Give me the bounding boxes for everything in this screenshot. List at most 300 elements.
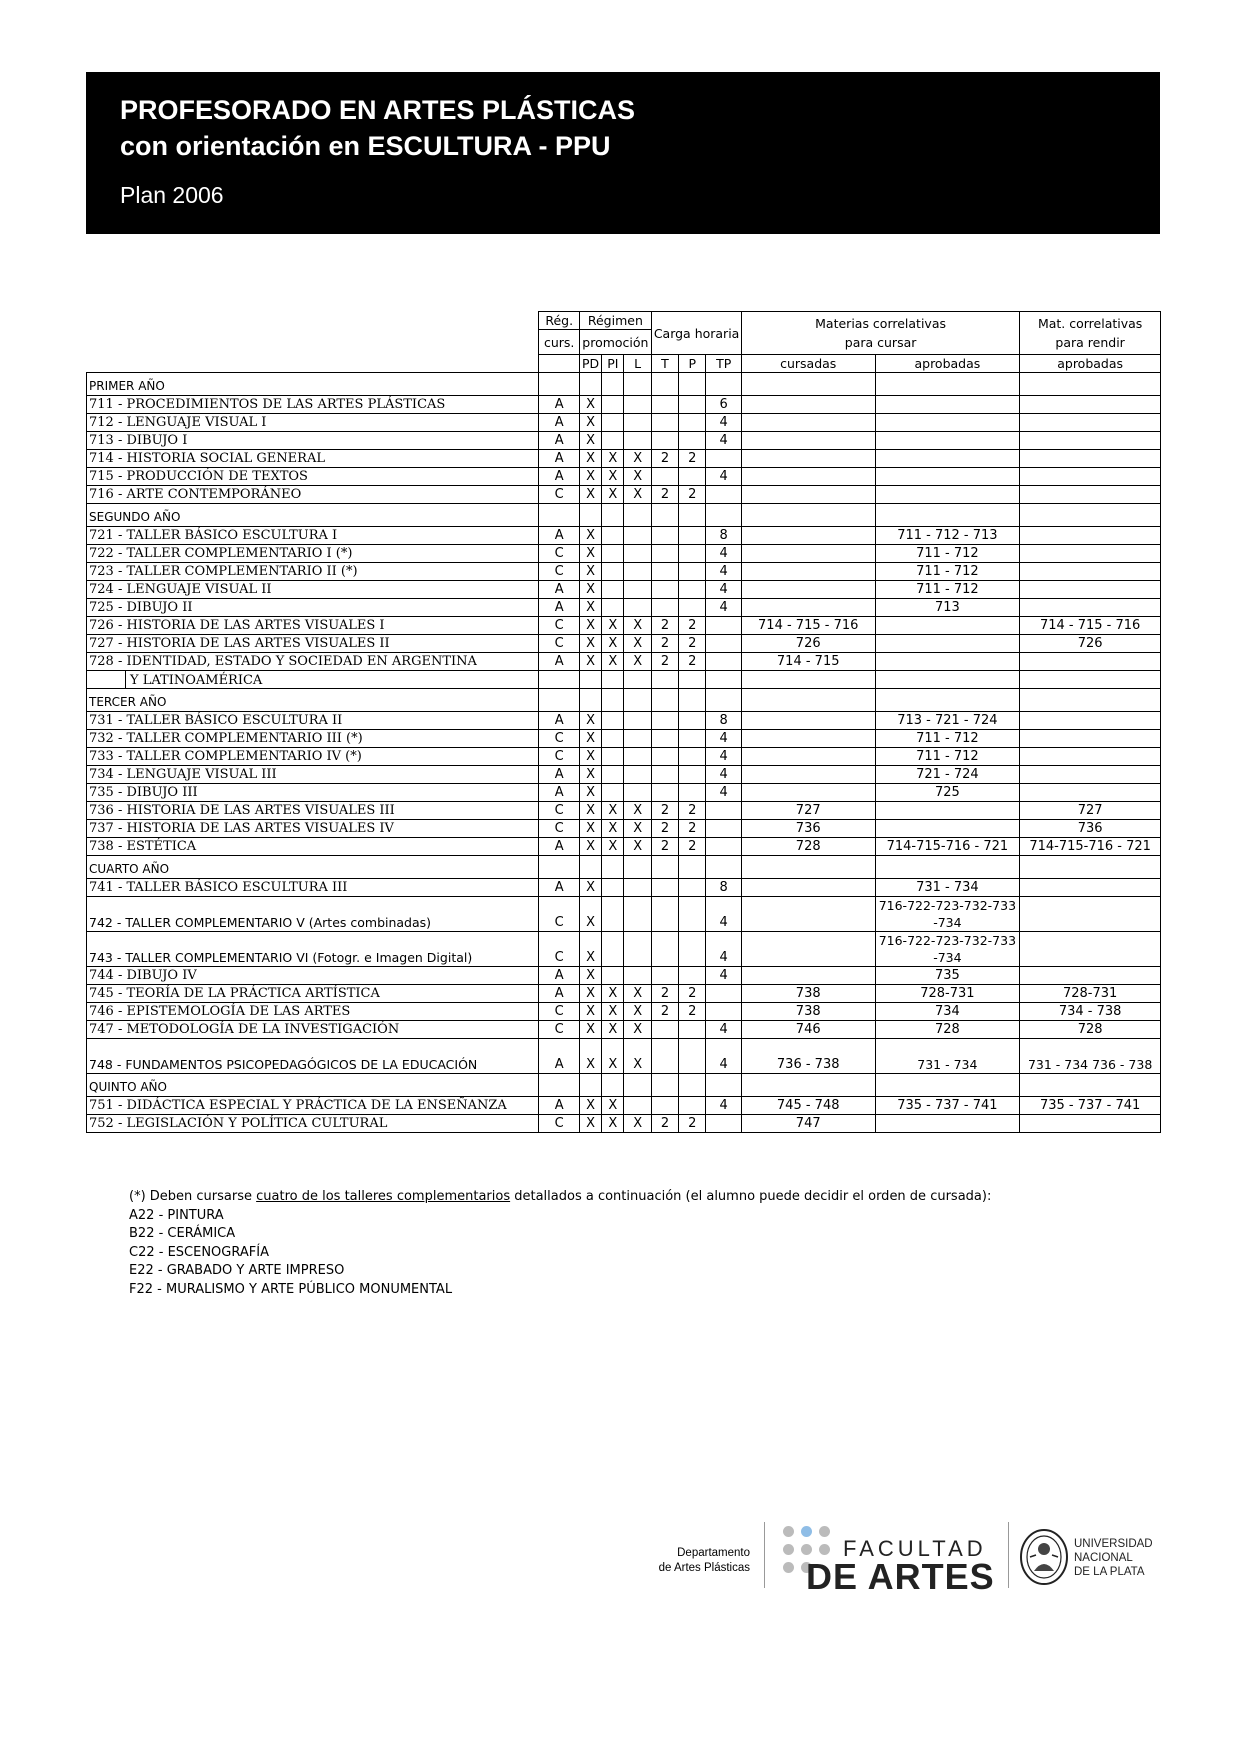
cell-rendir xyxy=(1020,527,1161,545)
footnote-intro-underlined: cuatro de los talleres complementarios xyxy=(256,1189,511,1204)
cell-aprobadas: 728-731 xyxy=(875,985,1020,1003)
regimen-header-bottom: promoción xyxy=(579,330,651,355)
cell-cursadas xyxy=(741,545,875,563)
cell-aprobadas: 725 xyxy=(875,784,1020,802)
workshop-option: E22 - GRABADO Y ARTE IMPRESO xyxy=(129,1263,345,1278)
section-row xyxy=(87,1074,1161,1097)
cell-aprobadas xyxy=(875,617,1020,635)
cell-reg: A xyxy=(539,967,579,985)
cell-pi xyxy=(602,967,624,985)
cell-p: 2 xyxy=(679,820,706,838)
cell-pi xyxy=(602,545,624,563)
study-plan-body xyxy=(87,373,1161,1133)
cell-rendir xyxy=(1020,766,1161,784)
cell-cursadas: 745 - 748 xyxy=(741,1097,875,1115)
correlativas-rendir-header xyxy=(1020,312,1161,355)
table-row xyxy=(87,985,1161,1003)
cell-rendir xyxy=(1020,581,1161,599)
cell-cursadas: 738 xyxy=(741,1003,875,1021)
footnote-intro-text: (*) Deben cursarse xyxy=(129,1189,257,1204)
cell-cursadas xyxy=(741,599,875,617)
cell-rendir: 734 - 738 xyxy=(1020,1003,1161,1021)
subject-name: 731 - TALLER BÁSICO ESCULTURA II xyxy=(87,712,539,730)
cell-cursadas xyxy=(741,450,875,468)
study-plan-table xyxy=(86,311,1161,1133)
cell-l xyxy=(624,967,651,985)
cell-p xyxy=(679,1097,706,1115)
cell-pd: X xyxy=(579,450,601,468)
table-row xyxy=(87,581,1161,599)
cell-cursadas xyxy=(741,468,875,486)
cell-tp xyxy=(706,671,741,689)
cell-rendir xyxy=(1020,671,1161,689)
subject-name: 741 - TALLER BÁSICO ESCULTURA III xyxy=(87,879,539,897)
cell-reg: A xyxy=(539,712,579,730)
workshop-option: F22 - MURALISMO Y ARTE PÚBLICO MONUMENTAL xyxy=(129,1281,453,1297)
cell-pi: X xyxy=(602,985,624,1003)
cell-t xyxy=(651,527,678,545)
cell-l xyxy=(624,784,651,802)
subject-name: 724 - LENGUAJE VISUAL II xyxy=(87,581,539,599)
subject-name: 715 - PRODUCCIÓN DE TEXTOS xyxy=(87,468,539,486)
subject-name: 726 - HISTORIA DE LAS ARTES VISUALES I xyxy=(87,617,539,635)
cell-l xyxy=(624,766,651,784)
cell-aprobadas: 721 - 724 xyxy=(875,766,1020,784)
subject-name: 735 - DIBUJO III xyxy=(87,784,539,802)
cell-cursadas xyxy=(741,932,875,967)
cell-aprobadas: 731 - 734 xyxy=(875,1039,1020,1074)
cell-reg: C xyxy=(539,802,579,820)
cell-pd: X xyxy=(579,527,601,545)
cell-reg: A xyxy=(539,432,579,450)
col-tp: TP xyxy=(706,355,741,373)
cell-pi xyxy=(602,563,624,581)
table-row xyxy=(87,932,1161,967)
cell-aprobadas xyxy=(875,414,1020,432)
cell-rendir xyxy=(1020,897,1161,932)
table-row xyxy=(87,1003,1161,1021)
footnote-intro xyxy=(129,1188,991,1207)
cell-cursadas: 726 xyxy=(741,635,875,653)
cell-aprobadas: 711 - 712 xyxy=(875,730,1020,748)
section-row xyxy=(87,856,1161,879)
cell-pd xyxy=(579,671,601,689)
cell-cursadas: 736 - 738 xyxy=(741,1039,875,1074)
cell-reg: C xyxy=(539,820,579,838)
cell-p xyxy=(679,766,706,784)
cell-rendir: 736 xyxy=(1020,820,1161,838)
cell-pi xyxy=(602,748,624,766)
subject-name: 743 - TALLER COMPLEMENTARIO VI (Fotogr. e Imagen Digital) xyxy=(87,932,539,967)
cell-t: 2 xyxy=(651,635,678,653)
subject-name: 745 - TEORÍA DE LA PRÁCTICA ARTÍSTICA xyxy=(87,985,539,1003)
cell-rendir: 731 - 734 736 - 738 xyxy=(1020,1039,1161,1074)
cell-rendir xyxy=(1020,748,1161,766)
cell-pd: X xyxy=(579,748,601,766)
footnote-intro-end: detallados a continuación (el alumno puede decidir el orden de cursada): xyxy=(510,1189,992,1204)
cell-tp: 4 xyxy=(706,932,741,967)
cell-reg: C xyxy=(539,932,579,967)
cell-l xyxy=(624,396,651,414)
subject-name: 716 - ARTE CONTEMPORÁNEO xyxy=(87,486,539,504)
cell-pd: X xyxy=(579,820,601,838)
cell-rendir xyxy=(1020,599,1161,617)
cell-aprobadas xyxy=(875,635,1020,653)
cell-l: X xyxy=(624,985,651,1003)
subject-name: 725 - DIBUJO II xyxy=(87,599,539,617)
subject-name xyxy=(87,671,539,689)
subject-name: 722 - TALLER COMPLEMENTARIO I (*) xyxy=(87,545,539,563)
cell-l xyxy=(624,599,651,617)
cell-pi xyxy=(602,414,624,432)
cell-aprobadas xyxy=(875,396,1020,414)
subject-name: 733 - TALLER COMPLEMENTARIO IV (*) xyxy=(87,748,539,766)
cell-cursadas: 738 xyxy=(741,985,875,1003)
cell-p xyxy=(679,527,706,545)
cell-reg: A xyxy=(539,396,579,414)
cell-p: 2 xyxy=(679,617,706,635)
cell-p xyxy=(679,396,706,414)
cell-aprobadas xyxy=(875,653,1020,671)
cell-pi xyxy=(602,581,624,599)
cell-aprobadas: 728 xyxy=(875,1021,1020,1039)
cell-aprobadas xyxy=(875,820,1020,838)
table-row xyxy=(87,599,1161,617)
cell-tp xyxy=(706,617,741,635)
cell-tp xyxy=(706,486,741,504)
table-row xyxy=(87,545,1161,563)
table-row xyxy=(87,748,1161,766)
cell-rendir xyxy=(1020,784,1161,802)
table-row xyxy=(87,967,1161,985)
cell-aprobadas: 731 - 734 xyxy=(875,879,1020,897)
cell-pi xyxy=(602,730,624,748)
subject-name: 714 - HISTORIA SOCIAL GENERAL xyxy=(87,450,539,468)
cell-p xyxy=(679,879,706,897)
cell-cursadas xyxy=(741,766,875,784)
cell-pd: X xyxy=(579,1039,601,1074)
cell-l: X xyxy=(624,450,651,468)
cell-rendir: 714 - 715 - 716 xyxy=(1020,617,1161,635)
cell-aprobadas: 711 - 712 xyxy=(875,748,1020,766)
cell-tp: 4 xyxy=(706,748,741,766)
table-row xyxy=(87,468,1161,486)
cell-tp: 4 xyxy=(706,1039,741,1074)
cell-pd: X xyxy=(579,653,601,671)
cell-p xyxy=(679,581,706,599)
workshop-option: C22 - ESCENOGRAFÍA xyxy=(129,1244,269,1260)
cell-cursadas xyxy=(741,879,875,897)
subject-name: 737 - HISTORIA DE LAS ARTES VISUALES IV xyxy=(87,820,539,838)
cell-p xyxy=(679,468,706,486)
cell-l xyxy=(624,527,651,545)
col-p: P xyxy=(679,355,706,373)
department-name xyxy=(640,1546,750,1576)
cell-pd: X xyxy=(579,985,601,1003)
cell-pi: X xyxy=(602,486,624,504)
cell-pi xyxy=(602,712,624,730)
cell-pd: X xyxy=(579,486,601,504)
cell-pd: X xyxy=(579,635,601,653)
subject-name: 728 - IDENTIDAD, ESTADO Y SOCIEDAD EN ARGENTINA xyxy=(87,653,539,671)
cell-cursadas xyxy=(741,563,875,581)
col-aprobadas-rendir: aprobadas xyxy=(1020,355,1161,373)
correlativas-cursar-line1: Materias correlativas xyxy=(815,316,947,331)
cell-aprobadas xyxy=(875,671,1020,689)
cell-p xyxy=(679,967,706,985)
cell-p xyxy=(679,748,706,766)
university-seal-icon xyxy=(1018,1527,1070,1587)
table-row xyxy=(87,563,1161,581)
table-row xyxy=(87,414,1161,432)
cell-cursadas: 736 xyxy=(741,820,875,838)
cell-l xyxy=(624,414,651,432)
cell-rendir xyxy=(1020,432,1161,450)
cell-rendir xyxy=(1020,967,1161,985)
cell-rendir xyxy=(1020,932,1161,967)
cell-l: X xyxy=(624,486,651,504)
subject-name: 744 - DIBUJO IV xyxy=(87,967,539,985)
subject-name: 712 - LENGUAJE VISUAL I xyxy=(87,414,539,432)
cell-t xyxy=(651,599,678,617)
cell-reg: C xyxy=(539,1003,579,1021)
cell-aprobadas xyxy=(875,802,1020,820)
subject-name: 723 - TALLER COMPLEMENTARIO II (*) xyxy=(87,563,539,581)
cell-pi: X xyxy=(602,838,624,856)
cell-l xyxy=(624,879,651,897)
cell-tp: 4 xyxy=(706,967,741,985)
reg-header-top: Rég. xyxy=(539,312,579,330)
cell-t xyxy=(651,1039,678,1074)
col-pd: PD xyxy=(579,355,601,373)
cell-rendir: 728 xyxy=(1020,1021,1161,1039)
cell-tp xyxy=(706,820,741,838)
cell-p: 2 xyxy=(679,450,706,468)
cell-tp: 4 xyxy=(706,468,741,486)
cell-l: X xyxy=(624,838,651,856)
cell-reg: A xyxy=(539,766,579,784)
correlativas-rendir-line1: Mat. correlativas xyxy=(1037,316,1143,331)
cell-pi: X xyxy=(602,1021,624,1039)
cell-tp: 4 xyxy=(706,1097,741,1115)
cell-cursadas xyxy=(741,486,875,504)
footer-divider xyxy=(764,1522,765,1588)
department-line2: de Artes Plásticas xyxy=(658,1562,750,1574)
cell-cursadas xyxy=(741,712,875,730)
cell-tp: 4 xyxy=(706,897,741,932)
cell-reg: A xyxy=(539,599,579,617)
cell-t: 2 xyxy=(651,486,678,504)
cell-pd: X xyxy=(579,730,601,748)
cell-cursadas xyxy=(741,748,875,766)
subject-name: 721 - TALLER BÁSICO ESCULTURA I xyxy=(87,527,539,545)
table-row xyxy=(87,396,1161,414)
cell-l: X xyxy=(624,1003,651,1021)
cell-aprobadas: 735 - 737 - 741 xyxy=(875,1097,1020,1115)
cell-pi: X xyxy=(602,653,624,671)
table-row xyxy=(87,1021,1161,1039)
subject-name: 732 - TALLER COMPLEMENTARIO III (*) xyxy=(87,730,539,748)
cell-p: 2 xyxy=(679,635,706,653)
cell-l xyxy=(624,932,651,967)
cell-aprobadas: 734 xyxy=(875,1003,1020,1021)
cell-pd: X xyxy=(579,802,601,820)
cell-t xyxy=(651,1021,678,1039)
cell-l: X xyxy=(624,820,651,838)
cell-pi xyxy=(602,766,624,784)
cell-p xyxy=(679,1021,706,1039)
cell-cursadas xyxy=(741,432,875,450)
cell-pd: X xyxy=(579,581,601,599)
cell-l: X xyxy=(624,802,651,820)
table-row xyxy=(87,838,1161,856)
cell-t: 2 xyxy=(651,1003,678,1021)
cell-pd: X xyxy=(579,967,601,985)
cell-pi: X xyxy=(602,1097,624,1115)
cell-tp: 8 xyxy=(706,879,741,897)
table-row xyxy=(87,432,1161,450)
cell-pd: X xyxy=(579,617,601,635)
cell-l: X xyxy=(624,1039,651,1074)
cell-p: 2 xyxy=(679,653,706,671)
cell-tp: 6 xyxy=(706,396,741,414)
cell-reg: A xyxy=(539,1039,579,1074)
cell-tp xyxy=(706,653,741,671)
cell-rendir xyxy=(1020,712,1161,730)
cell-t xyxy=(651,414,678,432)
cell-pd: X xyxy=(579,1097,601,1115)
table-row xyxy=(87,766,1161,784)
cell-reg: C xyxy=(539,617,579,635)
cell-pi: X xyxy=(602,450,624,468)
cell-rendir xyxy=(1020,563,1161,581)
table-row xyxy=(87,802,1161,820)
subject-name: 746 - EPISTEMOLOGÍA DE LAS ARTES xyxy=(87,1003,539,1021)
cell-rendir xyxy=(1020,450,1161,468)
cell-rendir xyxy=(1020,486,1161,504)
cell-tp: 4 xyxy=(706,599,741,617)
cell-aprobadas xyxy=(875,486,1020,504)
cell-rendir: 726 xyxy=(1020,635,1161,653)
cell-p xyxy=(679,563,706,581)
cell-aprobadas xyxy=(875,432,1020,450)
cell-aprobadas: 713 xyxy=(875,599,1020,617)
section-title: SEGUNDO AÑO xyxy=(87,504,539,527)
cell-t xyxy=(651,545,678,563)
cell-t xyxy=(651,432,678,450)
cell-pi: X xyxy=(602,820,624,838)
cell-l xyxy=(624,563,651,581)
correlativas-rendir-line2: para rendir xyxy=(1055,335,1125,350)
cell-cursadas xyxy=(741,897,875,932)
department-line1: Departamento xyxy=(677,1547,750,1559)
cell-t xyxy=(651,748,678,766)
cell-cursadas: 727 xyxy=(741,802,875,820)
footer-divider xyxy=(1008,1522,1009,1588)
cell-p xyxy=(679,432,706,450)
cell-l xyxy=(624,545,651,563)
subject-name: 727 - HISTORIA DE LAS ARTES VISUALES II xyxy=(87,635,539,653)
cell-pd: X xyxy=(579,1021,601,1039)
cell-rendir: 714-715-716 - 721 xyxy=(1020,838,1161,856)
cell-rendir xyxy=(1020,396,1161,414)
cell-l xyxy=(624,897,651,932)
section-row xyxy=(87,373,1161,396)
cell-reg: C xyxy=(539,748,579,766)
cell-rendir xyxy=(1020,414,1161,432)
cell-reg: A xyxy=(539,414,579,432)
cell-cursadas: 714 - 715 xyxy=(741,653,875,671)
table-row xyxy=(87,784,1161,802)
cell-cursadas xyxy=(741,414,875,432)
cell-reg: A xyxy=(539,653,579,671)
table-row xyxy=(87,653,1161,671)
cell-p xyxy=(679,671,706,689)
cell-pi: X xyxy=(602,617,624,635)
cell-aprobadas: 711 - 712 - 713 xyxy=(875,527,1020,545)
cell-reg: C xyxy=(539,635,579,653)
cell-rendir: 728-731 xyxy=(1020,985,1161,1003)
cell-l: X xyxy=(624,1115,651,1133)
cell-t xyxy=(651,581,678,599)
university-line2: NACIONAL xyxy=(1074,1552,1133,1564)
cell-t: 2 xyxy=(651,820,678,838)
cell-cursadas xyxy=(741,784,875,802)
cell-p xyxy=(679,414,706,432)
cell-p xyxy=(679,897,706,932)
cell-reg: C xyxy=(539,486,579,504)
plan-year: Plan 2006 xyxy=(120,182,224,208)
cell-tp xyxy=(706,1003,741,1021)
subject-name: 711 - PROCEDIMIENTOS DE LAS ARTES PLÁSTICAS xyxy=(87,396,539,414)
section-title: PRIMER AÑO xyxy=(87,373,539,396)
table-row xyxy=(87,1115,1161,1133)
cell-reg: A xyxy=(539,879,579,897)
cell-pi: X xyxy=(602,1003,624,1021)
cell-pd: X xyxy=(579,766,601,784)
table-row xyxy=(87,486,1161,504)
cell-pd: X xyxy=(579,1115,601,1133)
cell-tp xyxy=(706,838,741,856)
cell-p: 2 xyxy=(679,802,706,820)
cell-tp xyxy=(706,985,741,1003)
cell-reg: C xyxy=(539,563,579,581)
cell-t: 2 xyxy=(651,802,678,820)
cell-t: 2 xyxy=(651,838,678,856)
cell-pi xyxy=(602,396,624,414)
cell-p: 2 xyxy=(679,985,706,1003)
cell-p xyxy=(679,545,706,563)
table-row xyxy=(87,1039,1161,1074)
table-row xyxy=(87,450,1161,468)
correlativas-cursar-line2: para cursar xyxy=(844,335,917,350)
faculty-logo-facultad: FACULTAD xyxy=(843,1536,987,1561)
table-row xyxy=(87,879,1161,897)
cell-reg: C xyxy=(539,897,579,932)
cell-reg: A xyxy=(539,1097,579,1115)
cell-t xyxy=(651,563,678,581)
workshop-option: A22 - PINTURA xyxy=(129,1207,224,1223)
cell-t: 2 xyxy=(651,450,678,468)
cell-l xyxy=(624,1097,651,1115)
cell-p xyxy=(679,599,706,617)
cell-aprobadas: 711 - 712 xyxy=(875,563,1020,581)
cell-reg: A xyxy=(539,838,579,856)
cell-tp xyxy=(706,802,741,820)
cell-pi xyxy=(602,432,624,450)
cell-reg: A xyxy=(539,581,579,599)
cell-reg: C xyxy=(539,730,579,748)
